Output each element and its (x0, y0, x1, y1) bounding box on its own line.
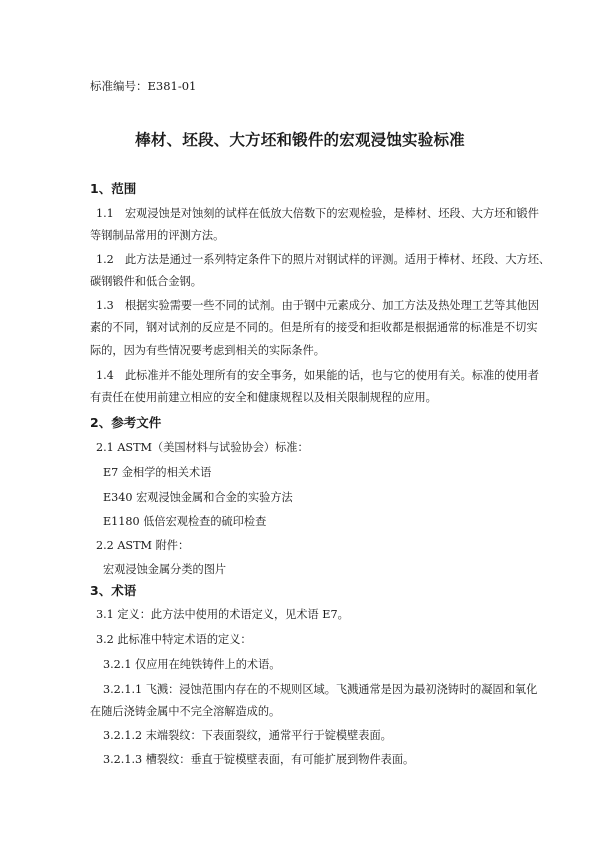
term-3-2-1-3: 3.2.1.3 槽裂纹：垂直于锭模壁表面，有可能扩展到物件表面。 (103, 753, 415, 766)
paragraph-1-2-line-1: 1.2 此方法是通过一系列特定条件下的照片对钢试样的评测。适用于棒材、坯段、大方坯、 (96, 253, 551, 266)
term-3-2-1: 3.2.1 仅应用在纯铁铸件上的术语。 (103, 658, 281, 671)
paragraph-1-1-line-1: 1.1 宏观浸蚀是对蚀刻的试样在低放大倍数下的宏观检验，是棒材、坯段、大方坯和锻件 (96, 207, 539, 220)
paragraph-1-3-line-1: 1.3 根据实验需要一些不同的试剂。由于钢中元素成分、加工方法及热处理工艺等其他因 (96, 299, 539, 312)
paragraph-1-4-line-1: 1.4 此标准并不能处理所有的安全事务，如果能的话，也与它的使用有关。标准的使用者 (96, 369, 539, 382)
section-1-heading: 1、范围 (90, 181, 137, 196)
paragraph-1-3-line-3: 际的，因为有些情况要考虑到相关的实际条件。 (90, 344, 325, 357)
reference-e340: E340 宏观浸蚀金属和合金的实验方法 (103, 491, 293, 504)
term-3-1: 3.1 定义：此方法中使用的术语定义，见术语 E7。 (96, 608, 349, 621)
paragraph-1-1-line-2: 等钢制品常用的评测方法。 (90, 229, 225, 242)
paragraph-1-2-line-2: 碳钢锻件和低合金钢。 (90, 275, 202, 288)
term-3-2-1-1-line-1: 3.2.1.1 飞溅：浸蚀范围内存在的不规则区域。飞溅通常是因为最初浇铸时的凝固和氧化 (103, 683, 538, 696)
reference-astm-standards: 2.1 ASTM（美国材料与试验协会）标准： (96, 441, 309, 454)
paragraph-1-3-line-2: 素的不同，钢对试剂的反应是不同的。但是所有的接受和拒收都是根据通常的标准是不切实 (90, 321, 538, 334)
term-3-2: 3.2 此标准中特定术语的定义： (96, 633, 252, 646)
section-3-heading: 3、术语 (90, 583, 137, 598)
term-3-2-1-2: 3.2.1.2 末端裂纹：下表面裂纹，通常平行于锭模壁表面。 (103, 729, 392, 742)
reference-e7: E7 金相学的相关术语 (103, 466, 212, 479)
paragraph-1-4-line-2: 有责任在使用前建立相应的安全和健康规程以及相关限制规程的应用。 (90, 391, 437, 404)
document-title: 棒材、坯段、大方坯和锻件的宏观浸蚀实验标准 (135, 131, 465, 149)
reference-annex-item: 宏观浸蚀金属分类的图片 (103, 563, 227, 576)
reference-astm-annex: 2.2 ASTM 附件： (96, 539, 190, 552)
term-3-2-1-1-line-2: 在随后浇铸金属中不完全溶解造成的。 (90, 705, 281, 718)
section-2-heading: 2、参考文件 (90, 415, 162, 430)
reference-e1180: E1180 低倍宏观检查的硫印检查 (103, 515, 267, 528)
standard-number: 标准编号：E381-01 (90, 79, 197, 93)
